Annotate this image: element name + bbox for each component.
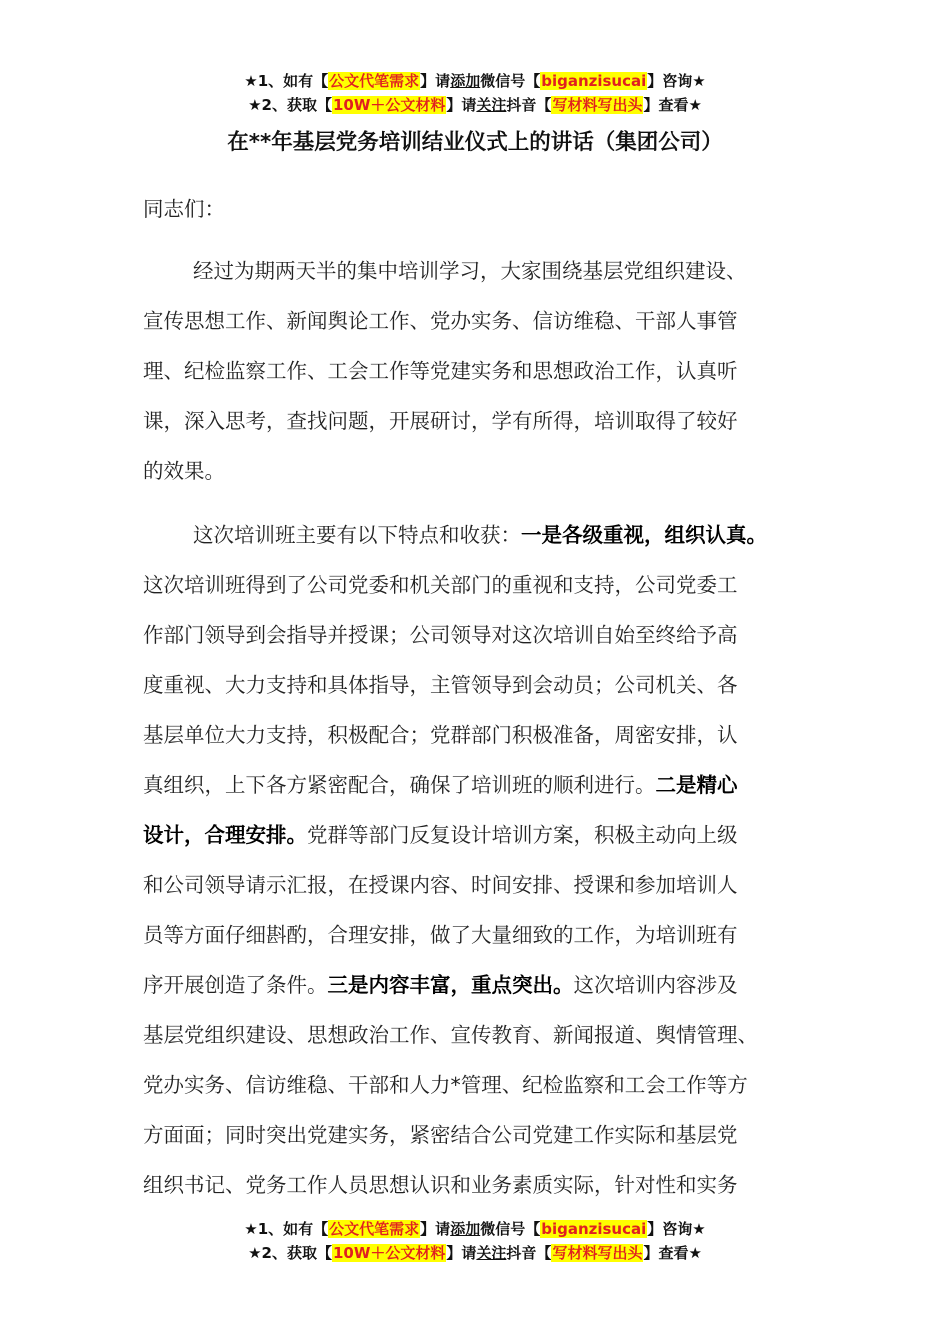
banner-line-1 <box>0 1217 950 1241</box>
banner-highlight: biganzisucai <box>541 72 647 90</box>
banner-highlight: 公文代笔需求 <box>329 1220 420 1238</box>
banner-underline: 添加 <box>450 1220 481 1238</box>
salutation <box>143 184 807 234</box>
banner-underline: 关注 <box>476 1244 507 1262</box>
banner-line-2 <box>0 93 950 117</box>
banner-underline: 关注 <box>476 96 507 114</box>
paragraph-1 <box>143 246 807 496</box>
banner-highlight: 写材料写出头 <box>552 1244 643 1262</box>
banner-text: 】请 <box>420 1220 451 1238</box>
bold-point-2-end: 设计，合理安排。 <box>143 823 307 847</box>
text-run: 这次培训班主要有以下特点和收获： <box>193 523 521 547</box>
banner-text: 】查看★ <box>643 1244 702 1262</box>
banner-line-2 <box>0 1241 950 1265</box>
banner-text: 】咨询★ <box>647 1220 706 1238</box>
paragraph-line: 基层单位大力支持，积极配合；党群部门积极准备，周密安排，认 <box>143 723 738 747</box>
paragraph-line: 基层党组织建设、思想政治工作、宣传教育、新闻报道、舆情管理、 <box>143 1023 758 1047</box>
text-run: 序开展创造了条件。 <box>143 973 328 997</box>
banner-underline: 添加 <box>450 72 481 90</box>
text-run: 这次培训内容涉及 <box>573 973 738 997</box>
banner-text: 】请 <box>446 96 477 114</box>
bold-point-2-start: 二是精心 <box>655 773 738 797</box>
banner-text: ★1、如有【 <box>244 72 329 90</box>
bottom-banner <box>0 1217 950 1265</box>
text-run: 真组织，上下各方紧密配合，确保了培训班的顺利进行。 <box>143 773 656 797</box>
banner-text: 抖音【 <box>506 1244 552 1262</box>
paragraph-line <box>143 810 807 860</box>
paragraph-line: 经过为期两天半的集中培训学习，大家围绕基层党组织建设、 <box>193 259 747 283</box>
banner-text: 微信号【 <box>480 72 541 90</box>
text-run: 党群等部门反复设计培训方案，积极主动向上级 <box>307 823 738 847</box>
banner-highlight: biganzisucai <box>541 1220 647 1238</box>
paragraph-line: 的效果。 <box>143 459 225 483</box>
paragraph-line: 作部门领导到会指导并授课；公司领导对这次培训自始至终给予高 <box>143 623 738 647</box>
banner-text: 】请 <box>446 1244 477 1262</box>
banner-highlight: 10W＋公文材料 <box>332 1244 446 1262</box>
bold-point-3: 三是内容丰富，重点突出。 <box>327 973 574 997</box>
banner-text: 】咨询★ <box>647 72 706 90</box>
banner-highlight: 10W＋公文材料 <box>332 96 446 114</box>
paragraph-line: 宣传思想工作、新闻舆论工作、党办实务、信访维稳、干部人事管 <box>143 309 738 333</box>
banner-highlight: 公文代笔需求 <box>329 72 420 90</box>
paragraph-line: 课，深入思考，查找问题，开展研讨，学有所得，培训取得了较好 <box>143 409 738 433</box>
paragraph-line <box>143 960 807 1010</box>
banner-text: ★2、获取【 <box>248 96 332 114</box>
document-title: 在**年基层党务培训结业仪式上的讲话（集团公司） <box>227 130 723 155</box>
bold-point-1: 一是各级重视，组织认真。 <box>521 523 767 547</box>
paragraph-line: 和公司领导请示汇报，在授课内容、时间安排、授课和参加培训人 <box>143 873 738 897</box>
paragraph-2 <box>143 510 807 1210</box>
banner-text: 】查看★ <box>643 96 702 114</box>
paragraph-line: 方面面；同时突出党建实务，紧密结合公司党建工作实际和基层党 <box>143 1123 738 1147</box>
paragraph-line <box>143 760 807 810</box>
banner-line-1 <box>0 69 950 93</box>
paragraph-line: 理、纪检监察工作、工会工作等党建实务和思想政治工作，认真听 <box>143 359 738 383</box>
paragraph-line: 这次培训班得到了公司党委和机关部门的重视和支持，公司党委工 <box>143 573 738 597</box>
banner-text: 】请 <box>420 72 451 90</box>
banner-text: ★1、如有【 <box>244 1220 329 1238</box>
banner-text: 抖音【 <box>506 96 552 114</box>
banner-highlight: 写材料写出头 <box>552 96 643 114</box>
salutation-text: 同志们： <box>143 197 225 221</box>
paragraph-line: 员等方面仔细斟酌，合理安排，做了大量细致的工作，为培训班有 <box>143 923 738 947</box>
paragraph-line: 组织书记、党务工作人员思想认识和业务素质实际，针对性和实务 <box>143 1173 738 1197</box>
banner-text: 微信号【 <box>480 1220 541 1238</box>
paragraph-line: 度重视、大力支持和具体指导，主管领导到会动员；公司机关、各 <box>143 673 738 697</box>
paragraph-line <box>143 510 807 560</box>
top-banner <box>0 69 950 117</box>
banner-text: ★2、获取【 <box>248 1244 332 1262</box>
paragraph-line: 党办实务、信访维稳、干部和人力*管理、纪检监察和工会工作等方 <box>143 1073 748 1097</box>
